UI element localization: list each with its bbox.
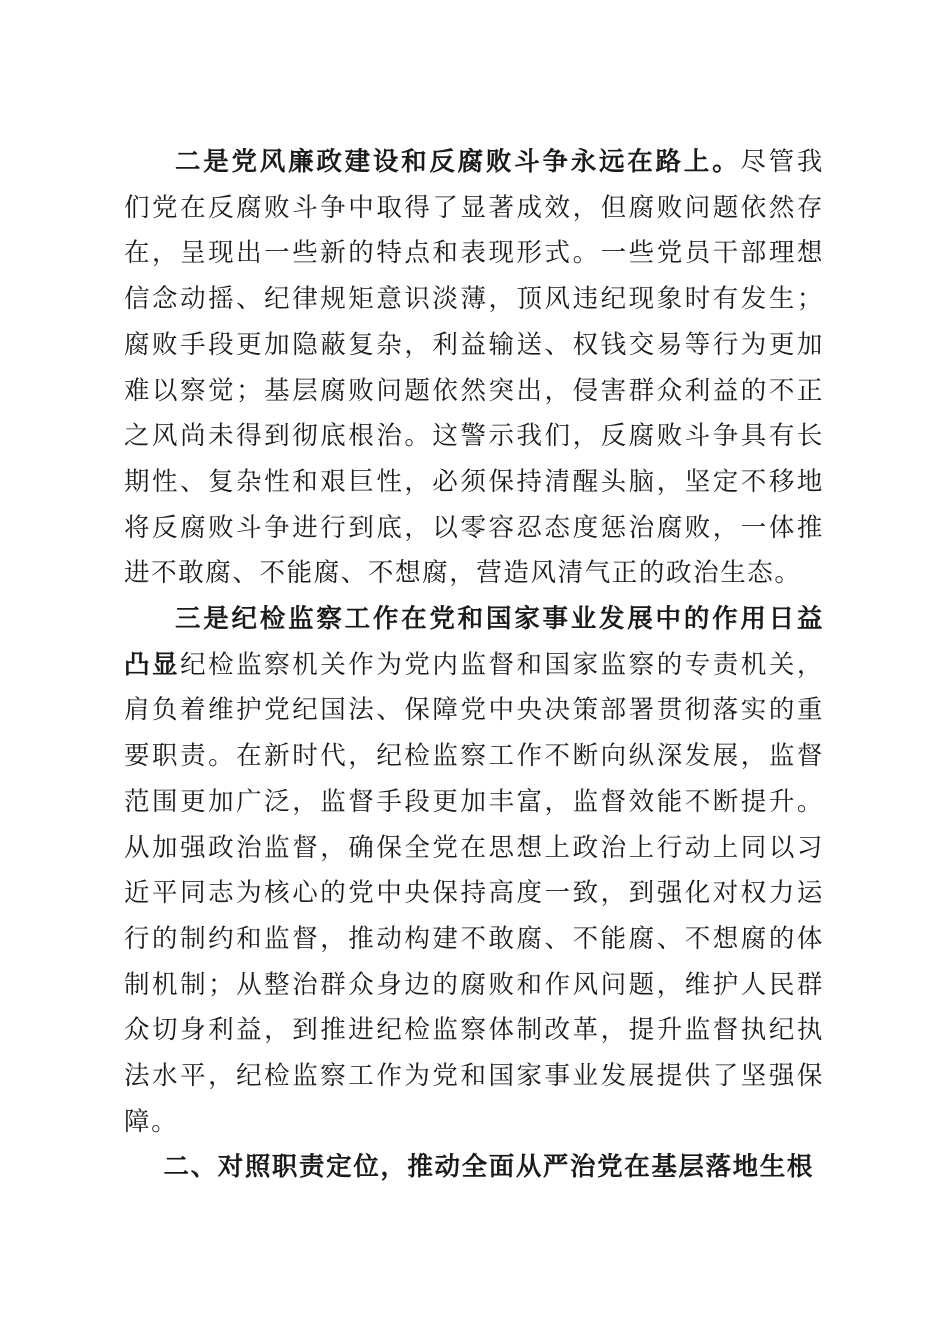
paragraph-lead: 三是纪检监察工作在党和国家事业发展中的作用日益凸显 [124,604,824,680]
paragraph-body: 纪检监察机关作为党内监督和国家监察的专责机关，肩负着维护党纪国法、保障党中央决策部署贯彻落实的重要职责。在新时代，纪检监察工作不断向纵深发展，监督范围更加广泛，监督手段更加丰富，监督效能不断提升。从加强政治监督，确保全党在思想上政治上行动上同以习近平同志为核心的党中央保持高度一致，到强化对权力运行的制约和监督，推动构建不敢腐、不能腐、不想腐的体制机制；从整治群众身边的腐败和作风问题，维护人民群众切身利益，到推进纪检监察体制改革，提升监督执纪执法水平，纪检监察工作为党和国家事业发展提供了坚强保障。 [124,649,824,1137]
document-page [124,140,824,1191]
paragraph-lead: 二是党风廉政建设和反腐败斗争永远在路上。 [175,147,741,177]
paragraph-party-conduct [124,140,824,597]
paragraph-body: 尽管我们党在反腐败斗争中取得了显著成效，但腐败问题依然存在，呈现出一些新的特点和表现形式。一些党员干部理想信念动摇、纪律规矩意识淡薄，顶风违纪现象时有发生；腐败手段更加隐蔽复杂，利益输送、权钱交易等行为更加难以察觉；基层腐败问题依然突出，侵害群众利益的不正之风尚未得到彻底根治。这警示我们，反腐败斗争具有长期性、复杂性和艰巨性，必须保持清醒头脑，坚定不移地将反腐败斗争进行到底，以零容忍态度惩治腐败，一体推进不敢腐、不能腐、不想腐，营造风清气正的政治生态。 [124,147,824,589]
paragraph-discipline-inspection [124,597,824,1145]
section-heading: 二、对照职责定位，推动全面从严治党在基层落地生根 [163,1152,814,1183]
